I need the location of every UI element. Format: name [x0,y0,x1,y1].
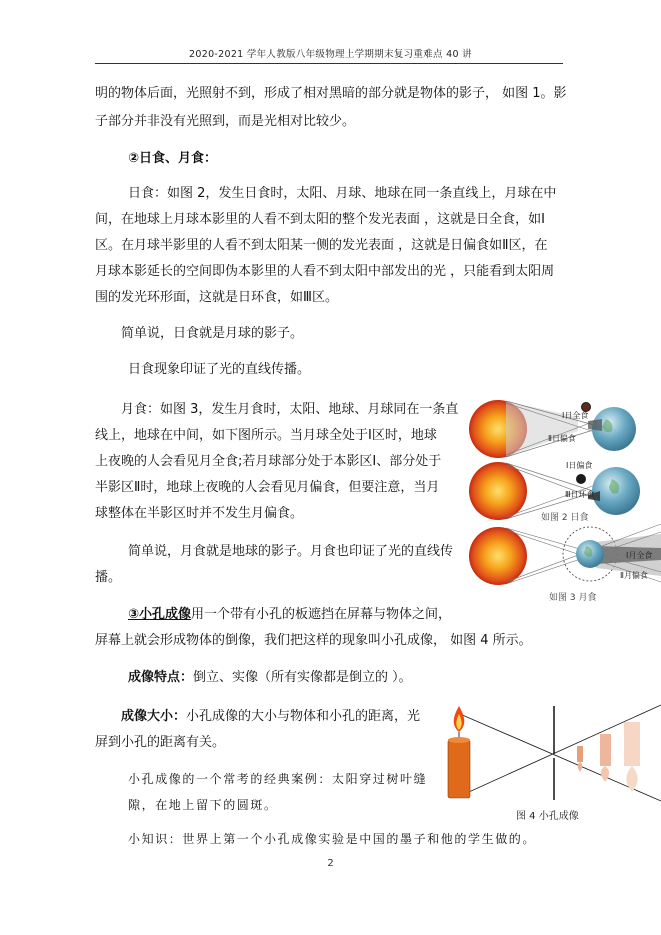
pinhole-line2: 屏幕上就会形成物体的倒像，我们把这样的现象叫小孔成像， 如图 4 所示。 [95,633,532,648]
fig3-label-total: Ⅰ月全食 [626,551,653,560]
fig4-caption: 图 4 小孔成像 [516,811,579,822]
page-number: 2 [327,858,334,869]
pinhole-line1-rest: 用一个带有小孔的板遮挡在屏幕与物体之间， [191,607,452,622]
solar-line3: 区。在月球半影里的人看不到太阳某一侧的发光表面 ，这就是日偏食如Ⅱ区，在 [95,238,548,253]
example-line1: 小孔成像的一个常考的经典案例：太阳穿过树叶缝 [128,772,428,786]
lunar-summary-line1: 简单说，月食就是地球的影子。月食也印证了光的直线传 [128,544,454,559]
sun-icon [469,462,527,520]
header-divider [95,63,563,64]
para-shadow-line2: 子部分并非没有光照到，而是光相对比较少。 [95,114,356,129]
features-text: 倒立、实像（所有实像都是倒立的 ）。 [193,670,412,685]
lunar-line5: 球整体在半影区时并不发生月偏食。 [95,506,304,521]
lunar-line2: 线上，地球在中间，如下图所示。当月球全处于Ⅰ区时，地球 [95,428,437,443]
candle-icon [448,740,470,798]
solar-summary: 简单说，日食就是月球的影子。 [121,326,304,341]
inverted-image-large [624,722,640,792]
size-line2: 屏到小孔的距离有关。 [95,735,226,750]
fig3-label-partial: Ⅱ月偏食 [620,571,648,580]
heading-eclipse: ②日食、月食： [128,151,218,166]
lunar-line1: 月食：如图 3，发生月食时，太阳、地球、月球同在一条直 [121,402,459,417]
header-title: 2020-2021 学年人教版八年级物理上学期期末复习重难点 40 讲 [189,49,472,60]
fig3-caption: 如图 3 月食 [549,593,597,603]
solar-line2: 间，在地球上月球本影里的人看不到太阳的整个发光表面 ，这就是日全食，如Ⅰ [95,212,545,227]
size-line1 [121,708,420,726]
size-label: 成像大小： [121,709,187,724]
size-text: 小孔成像的大小与物体和小孔的距离，光 [186,709,421,724]
fig2-label-total: Ⅰ日全食 [562,411,589,420]
example-line2: 隙，在地上留下的圆斑。 [128,798,278,812]
fig2-label-partial: Ⅱ日偏食 [548,434,576,443]
inverted-image-small [577,746,583,772]
moon-icon [576,474,586,484]
figure-pinhole [440,700,661,805]
pinhole-title: ③小孔成像 [128,607,192,622]
solar-proof: 日食现象印证了光的直线传播。 [128,362,311,377]
lunar-line3: 上夜晚的人会看见月全食;若月球部分处于本影区Ⅰ、部分处于 [95,454,442,469]
features-line [128,669,412,687]
solar-line5: 围的发光环形面，这就是日环食，如Ⅲ区。 [95,290,338,305]
para-shadow-line1: 明的物体后面，光照射不到，形成了相对黑暗的部分就是物体的影子， 如图 1。影 [95,86,567,101]
sun-icon [469,527,527,585]
inverted-image-medium [600,734,611,782]
lunar-summary-line2: 播。 [95,570,122,585]
features-label: 成像特点： [128,670,194,685]
fig2-label-partial-b: Ⅰ日偏食 [566,461,593,470]
trivia-line: 小知识：世界上第一个小孔成像实验是中国的墨子和他的学生做的。 [128,832,537,846]
solar-line1: 日食：如图 2，发生日食时，太阳、月球、地球在同一条直线上，月球在中 [128,186,557,201]
solar-line4: 月球本影延长的空间即伪本影里的人看不到太阳中部发出的光 ，只能看到太阳周 [95,264,555,279]
fig2-label-annular: Ⅲ日环食 [565,490,595,499]
lunar-line4: 半影区Ⅱ时，地球上夜晚的人会看见月偏食，但要注意，当月 [95,480,440,495]
pinhole-line1 [128,606,451,624]
fig2-caption: 如图 2 日食 [541,513,589,523]
page-header [0,0,661,66]
